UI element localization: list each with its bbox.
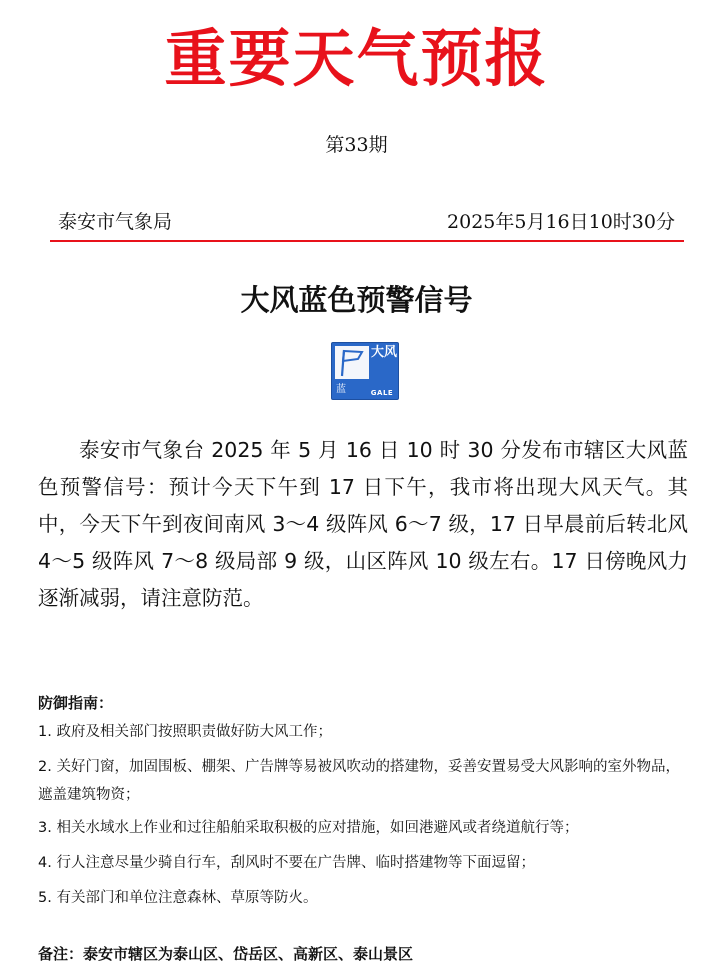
guide-list [38, 718, 688, 919]
red-divider [50, 240, 684, 242]
signal-level-tag: 蓝 [336, 384, 346, 395]
guide-item: 4. 行人注意尽量少骑自行车，刮风时不要在广告牌、临时搭建物等下面逗留； [38, 855, 535, 871]
signal-english-label: GALE [370, 389, 394, 397]
signal-type-label: 大风 [371, 345, 398, 360]
guide-item: 5. 有关部门和单位注意森林、草原等防火。 [38, 890, 318, 906]
wind-flag-icon [335, 346, 369, 379]
guide-item: 1. 政府及相关部门按照职责做好防大风工作； [38, 724, 332, 740]
guide-item: 3. 相关水域水上作业和过往船舶采取积极的应对措施，如回港避风或者绕道航行等； [38, 820, 579, 836]
warning-body: 泰安市气象台 2025 年 5 月 16 日 10 时 30 分发布市辖区大风蓝色预警信号：预计今天下午到 17 日下午，我市将出现大风天气。其中，今天下午到夜间南风 3～4 级阵风 6～7 级，17 日早晨前后转北风 4～5 级阵风 7～8 级局部 9 级，山区阵风 10 级左右。17 日傍晚风力逐渐减弱，请注意防范。 [38, 438, 688, 610]
issue-number: 第33期 [325, 134, 388, 156]
warning-title: 大风蓝色预警信号 [240, 283, 473, 317]
gale-blue-warning-icon [331, 342, 399, 400]
masthead-title: 重要天气预报 [164, 22, 549, 95]
issue-time: 2025年5月16日10时30分 [447, 211, 675, 233]
footnote: 备注：泰安市辖区为泰山区、岱岳区、高新区、泰山景区 [38, 945, 414, 963]
guide-title: 防御指南： [38, 694, 114, 712]
guide-item: 2. 关好门窗，加固围板、棚架、广告牌等易被风吹动的搭建物，妥善安置易受大风影响的室外物品，遮盖建筑物资； [38, 759, 680, 803]
issuing-agency: 泰安市气象局 [58, 211, 173, 233]
